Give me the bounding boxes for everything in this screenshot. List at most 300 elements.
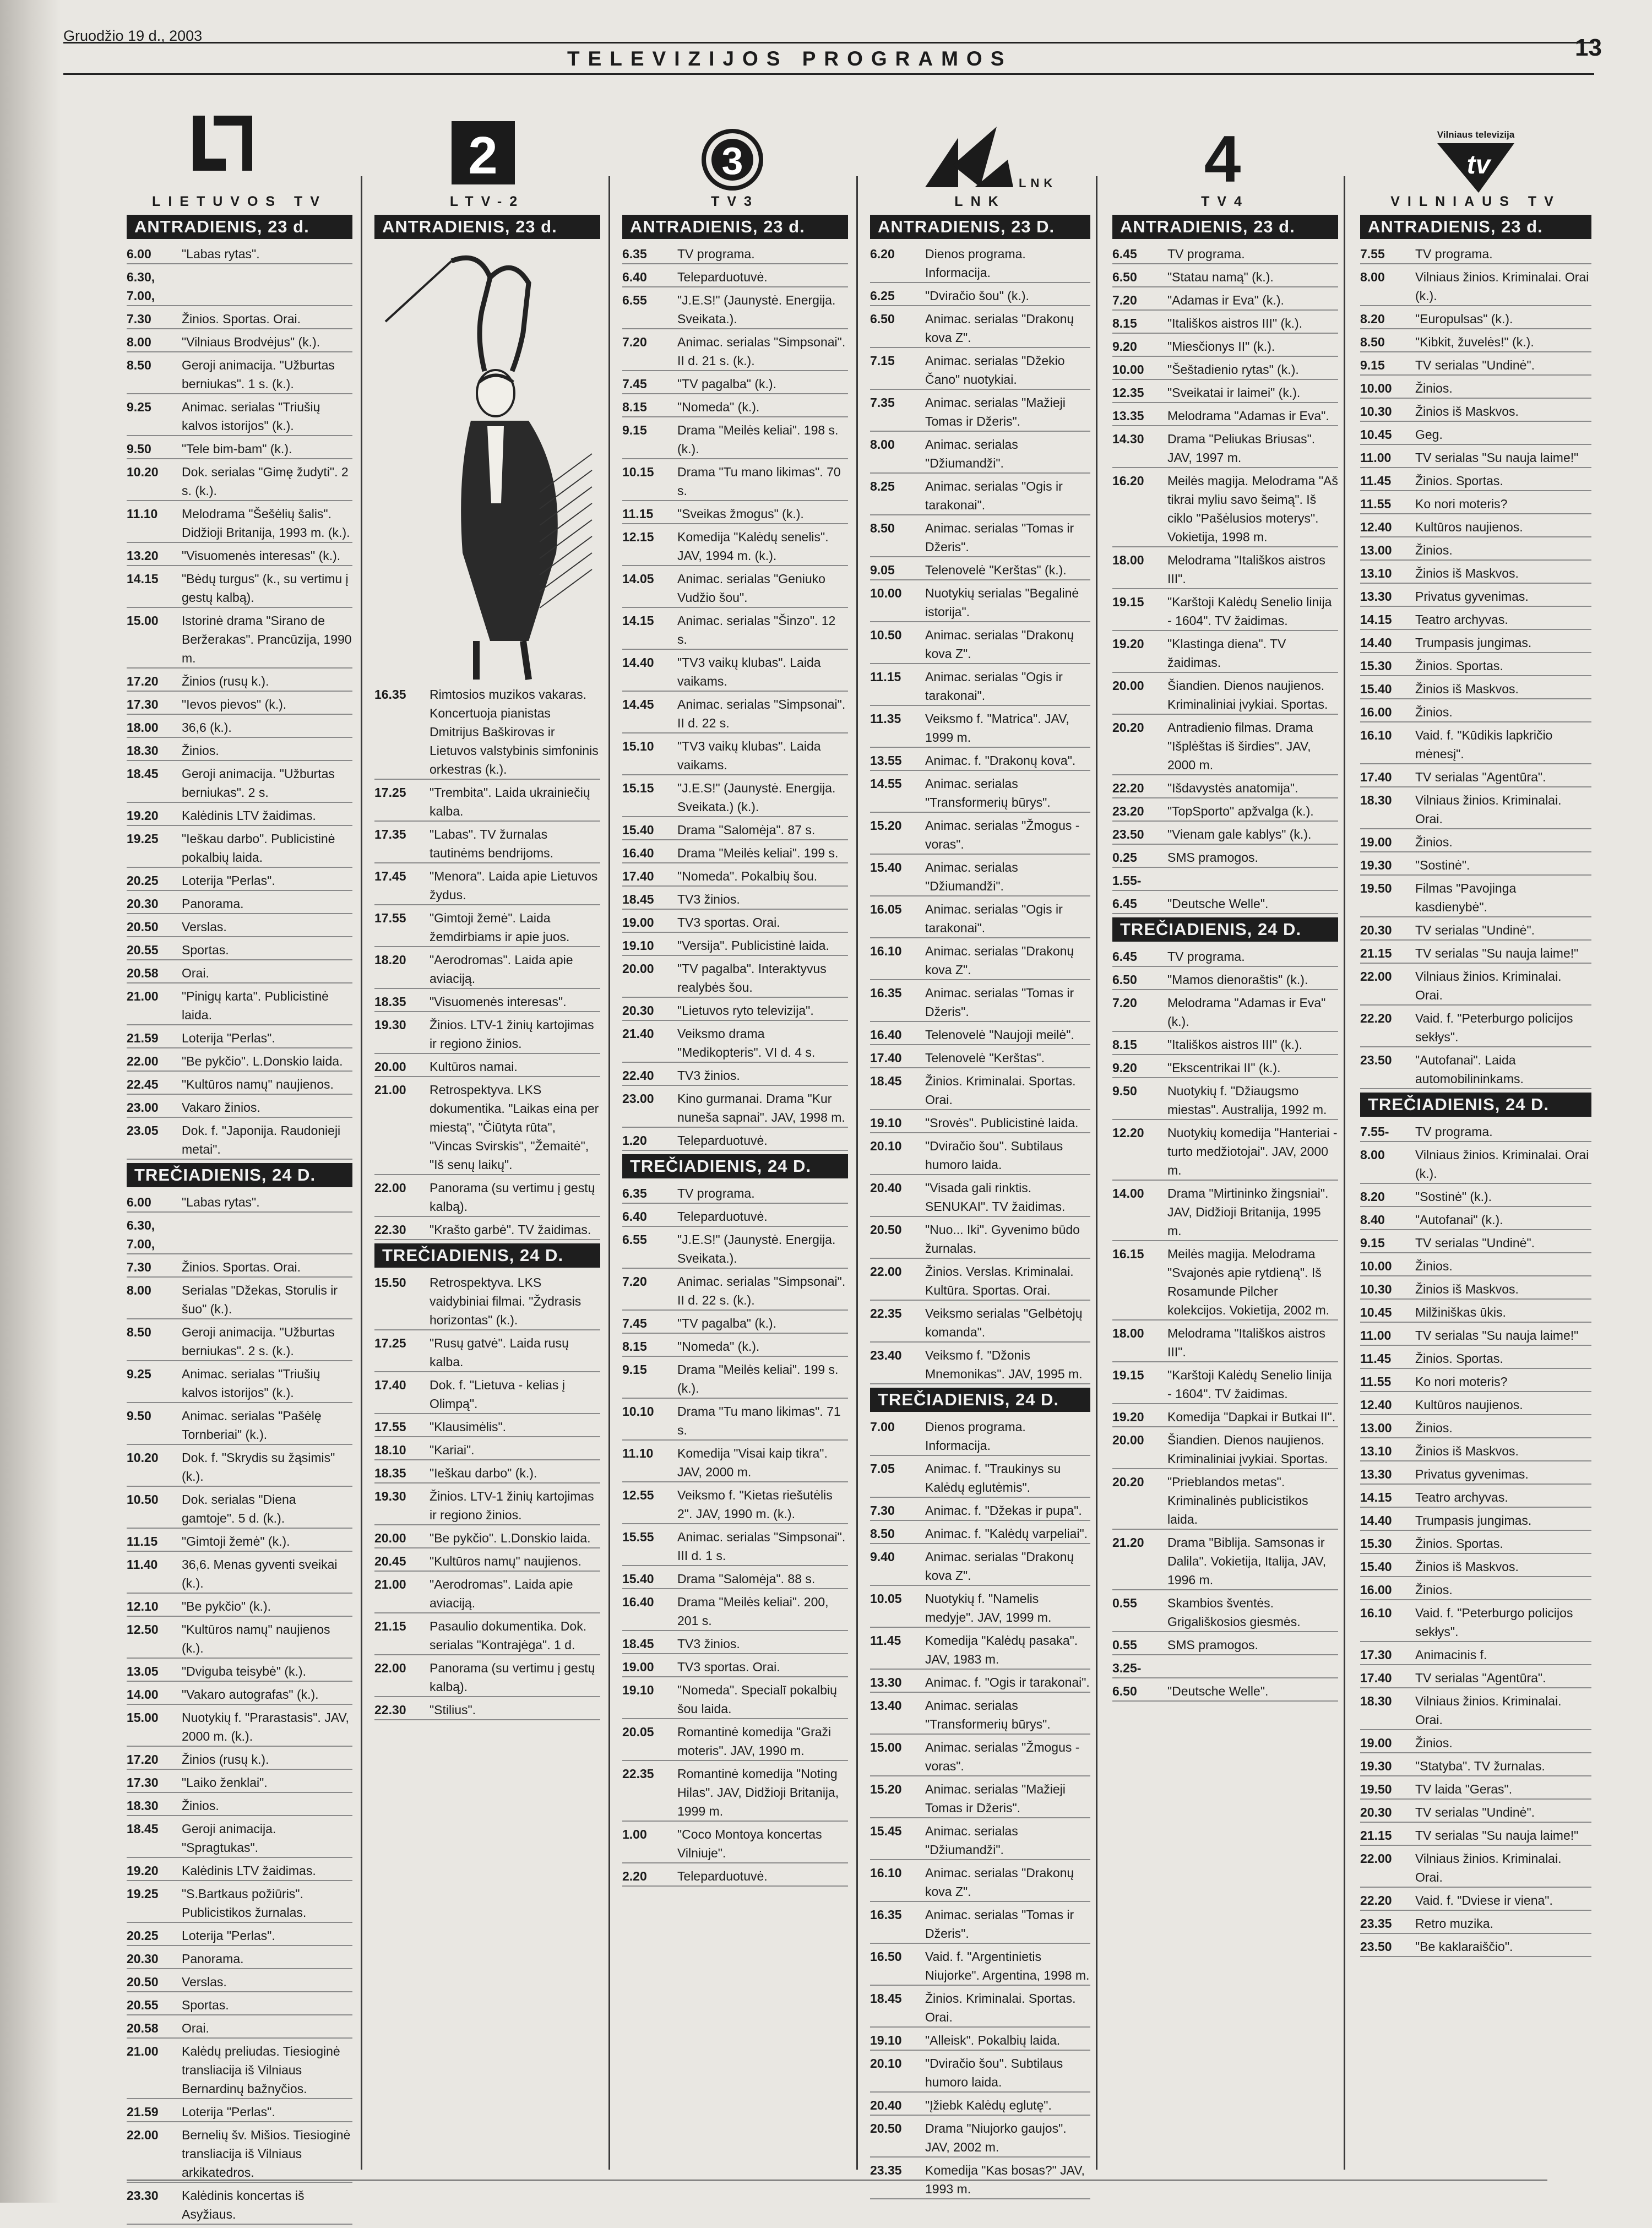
program-entry [374, 1220, 600, 1240]
program-entry [1112, 970, 1338, 990]
program-entry [374, 1529, 600, 1548]
program-title: Teleparduotuvė. [677, 1133, 768, 1148]
program-entry [622, 820, 848, 840]
program-title: Animac. f. "Džekas ir pupa". [925, 1503, 1082, 1518]
program-title: Komedija "Kalėdų senelis". JAV, 1994 m. (k.). [677, 530, 829, 563]
program-entry [870, 858, 1090, 896]
program-title: TV laida "Geras". [1415, 1782, 1513, 1796]
program-entry [622, 1402, 848, 1441]
program-entry [1360, 541, 1591, 561]
program-list [1112, 244, 1338, 914]
program-time: 10.00 [1112, 362, 1144, 377]
program-title: "Miesčionys II" (k.). [1167, 339, 1275, 354]
program-entry [374, 992, 600, 1012]
program-time: 6.55 [622, 1232, 647, 1247]
program-entry [1360, 1145, 1591, 1184]
program-title: TV programa. [677, 1186, 755, 1200]
program-title: "Dviračio šou". Subtilaus humoro laida. [925, 1139, 1063, 1172]
program-entry [870, 1220, 1090, 1259]
program-title: "Ieškau darbo" (k.). [430, 1466, 537, 1480]
program-time: 19.15 [1112, 1368, 1144, 1382]
program-entry [870, 751, 1090, 771]
program-title: Kalėdinis koncertas iš Asyžiaus. [182, 2188, 305, 2221]
program-time: 8.50 [870, 1526, 895, 1541]
program-entry [870, 1631, 1090, 1670]
program-entry [1360, 1280, 1591, 1300]
program-title: Animac. f. "Kalėdų varpeliai". [925, 1526, 1088, 1541]
program-entry [622, 1681, 848, 1719]
program-time: 15.15 [622, 781, 654, 795]
tv4-logo [1112, 105, 1338, 193]
program-time: 9.20 [1112, 1061, 1137, 1075]
channel-column-tv4 [1112, 105, 1338, 1705]
program-time: 7.05 [870, 1461, 895, 1476]
program-title: Orai. [182, 966, 209, 980]
program-entry [127, 1750, 352, 1770]
program-entry [374, 1575, 600, 1613]
program-title: Animac. f. "Traukinys su Kalėdų eglutėmis". [925, 1461, 1061, 1495]
program-time: 17.30 [127, 697, 159, 711]
program-title: "TV pagalba". Interaktyvus realybės šou. [677, 961, 827, 995]
program-title: Vaid. f. "Dviese ir viena". [1415, 1893, 1553, 1908]
program-entry [1112, 1245, 1338, 1321]
program-entry [622, 1444, 848, 1482]
program-time: 12.20 [1112, 1126, 1144, 1140]
program-entry [1112, 779, 1338, 798]
program-entry [622, 1066, 848, 1086]
program-title: Vilniaus žinios. Kriminalai. Orai. [1415, 1694, 1562, 1727]
program-title: Žinios. [1415, 1736, 1453, 1750]
program-time: 18.30 [127, 743, 159, 758]
program-time: 7.35 [870, 395, 895, 410]
program-entry [127, 917, 352, 937]
program-time: 13.30 [1360, 1467, 1392, 1481]
program-entry [127, 829, 352, 868]
program-title: Loterija "Perlas". [182, 1928, 275, 1943]
program-title: Kino gurmanai. Drama "Kur nuneša sapnai". JAV, 1998 m. [677, 1091, 845, 1124]
program-entry [127, 871, 352, 891]
program-title: Žinios. LTV-1 žinių kartojimas ir regiono žinios. [430, 1489, 594, 1522]
program-title: "Menora". Laida apie Lietuvos žydus. [430, 869, 598, 902]
program-title: Animac. serialas "Triušių kalvos istorijos" (k.). [182, 1367, 320, 1400]
program-title: TV serialas "Undinė". [1415, 1805, 1535, 1819]
program-entry [1360, 1419, 1591, 1438]
program-time: 16.00 [1360, 705, 1392, 719]
program-entry [1360, 268, 1591, 306]
program-time: 19.30 [1360, 1759, 1392, 1773]
program-time: 21.20 [1112, 1535, 1144, 1550]
program-time: 13.55 [870, 753, 902, 768]
program-entry [1112, 360, 1338, 380]
program-title: "Stilius". [430, 1703, 476, 1717]
program-title: Veiksmo f. "Matrica". JAV, 1999 m. [925, 711, 1069, 745]
program-entry [622, 1024, 848, 1063]
program-entry [870, 286, 1090, 306]
program-entry [1360, 1849, 1591, 1888]
program-entry [870, 1738, 1090, 1776]
program-title: Žinios. [1415, 835, 1453, 849]
program-entry [1360, 1051, 1591, 1089]
program-entry [127, 764, 352, 803]
program-entry [1360, 791, 1591, 829]
program-title: "Kultūros namų" naujienos (k.). [182, 1622, 330, 1655]
program-entry [1360, 1303, 1591, 1323]
program-title: "Be pykčio". L.Donskio laida. [182, 1054, 343, 1068]
program-title: "Nomeda". Specialī pokalbių šou laida. [677, 1683, 837, 1716]
program-time: 22.00 [374, 1181, 406, 1195]
program-title: Animac. serialas "Džiumandži". [925, 860, 1018, 893]
program-time: 20.00 [1112, 678, 1144, 693]
day-header: ANTRADIENIS, 23 d. [1112, 215, 1338, 239]
program-entry [127, 1972, 352, 1992]
program-title: Milžiniškas ūkis. [1415, 1305, 1506, 1319]
program-time: 20.00 [622, 961, 654, 976]
program-entry [622, 268, 848, 287]
program-time: 23.00 [622, 1091, 654, 1106]
program-title: "Ievos pievos" (k.). [182, 697, 287, 711]
tv4-logo-icon [1112, 105, 1338, 193]
program-time: 15.20 [870, 1782, 902, 1796]
program-time: 15.55 [622, 1530, 654, 1544]
program-entry [127, 1662, 352, 1682]
program-time: 12.35 [1112, 385, 1144, 400]
program-title [182, 1216, 352, 1253]
program-entry [1112, 1366, 1338, 1404]
program-entry [1360, 1580, 1591, 1600]
program-time: 22.45 [127, 1077, 159, 1091]
program-title: Verslas. [182, 1975, 227, 1989]
program-entry [1360, 726, 1591, 764]
program-time: 18.00 [1112, 1326, 1144, 1340]
program-title: "Itališkos aistros III" (k.). [1167, 316, 1303, 330]
program-title: Žinios iš Maskvos. [1415, 682, 1519, 696]
channel-name: LNK [954, 194, 1006, 209]
program-time: 7.30 [127, 312, 151, 326]
program-entry [1112, 871, 1338, 891]
program-title: Teatro archyvas. [1415, 612, 1508, 627]
program-title: Animac. serialas "Ogis ir tarakonai". [925, 670, 1063, 703]
program-entry [127, 1075, 352, 1095]
program-title [1167, 1659, 1338, 1677]
ltv-logo-icon [127, 105, 352, 193]
day-header: ANTRADIENIS, 23 D. [870, 215, 1090, 239]
program-entry [622, 1593, 848, 1631]
program-time: 6.00 [127, 247, 151, 261]
program-time: 6.45 [1112, 247, 1137, 261]
program-time: 8.00 [127, 335, 151, 349]
program-time: 16.40 [870, 1028, 902, 1042]
program-entry [870, 1346, 1090, 1384]
program-entry [1360, 425, 1591, 445]
program-time: 6.30, 7.00, [127, 270, 155, 303]
program-time: 17.25 [374, 1336, 406, 1350]
program-title: Privatus gyvenimas. [1415, 1467, 1529, 1481]
program-time: 17.30 [127, 1775, 159, 1790]
program-time: 14.00 [1112, 1186, 1144, 1200]
program-entry [1112, 1635, 1338, 1655]
program-entry [127, 2186, 352, 2225]
program-entry [622, 867, 848, 887]
program-time: 20.50 [127, 1975, 159, 1989]
program-title: "Klastinga diena". TV žaidimas. [1167, 637, 1286, 670]
program-time: 9.15 [1360, 1236, 1385, 1250]
program-title: Pasaulio dokumentika. Dok. serialas "Kontrajėga". 1 d. [430, 1619, 587, 1652]
program-title: Dok. serialas "Gimę žudyti". 2 s. (k.). [182, 465, 349, 498]
program-entry [870, 519, 1090, 557]
program-title: Retro muzika. [1415, 1916, 1493, 1931]
column-divider [1096, 176, 1097, 2170]
program-entry [870, 1863, 1090, 1902]
program-title: Rimtosios muzikos vakaras. Koncertuoja pianistas Dmitrijus Baškirovas ir Lietuvos valstybinis simfoninis orkestras (k.). [430, 687, 599, 776]
program-time: 16.10 [1360, 728, 1392, 742]
program-time: 18.30 [1360, 793, 1392, 807]
program-time: 8.15 [622, 400, 647, 414]
program-time: 11.45 [870, 1633, 901, 1648]
program-entry [127, 894, 352, 914]
program-time: 20.50 [127, 920, 159, 934]
program-title: "Labas rytas". [182, 1195, 260, 1209]
program-time: 9.15 [1360, 358, 1385, 372]
program-title: Žinios. LTV-1 žinių kartojimas ir regiono žinios. [430, 1018, 594, 1051]
program-entry [870, 942, 1090, 980]
program-entry [374, 950, 600, 989]
program-title: TV serialas "Su nauja laime!" [1415, 450, 1579, 465]
program-time: 20.45 [374, 1554, 406, 1568]
program-time: 16.35 [870, 1908, 902, 1922]
program-title: Meilės magija. Melodrama "Svajonės apie rytdieną". Iš Rosamunde Pilcher kolekcijos. Vokietija, 2002 m. [1167, 1247, 1330, 1317]
program-entry [870, 561, 1090, 580]
program-time: 22.40 [622, 1068, 654, 1083]
program-time: 19.25 [127, 832, 159, 846]
program-title: Animac. serialas "Mažieji Tomas ir Džeris". [925, 395, 1066, 428]
program-entry [1112, 894, 1338, 914]
program-title: "Gimtoji žemė" (k.). [182, 1534, 290, 1548]
program-entry [870, 1905, 1090, 1944]
program-time: 22.20 [1360, 1011, 1392, 1025]
program-entry [622, 653, 848, 692]
program-entry [1360, 856, 1591, 876]
program-entry [870, 1822, 1090, 1860]
program-entry [127, 941, 352, 960]
program-time: 13.00 [1360, 543, 1392, 557]
program-title: Verslas. [182, 920, 227, 934]
program-title: Animac. serialas "Ogis ir tarakonai". [925, 902, 1063, 935]
program-title: Teleparduotuvė. [677, 1209, 768, 1224]
program-entry [622, 528, 848, 566]
program-time: 10.20 [127, 1450, 159, 1465]
svg-text:Vilniaus televizija: Vilniaus televizija [1437, 129, 1515, 140]
program-time: 19.30 [1360, 858, 1392, 872]
program-title: "Dviračio šou" (k.). [925, 289, 1029, 303]
program-entry [1360, 1534, 1591, 1554]
program-time: 8.00 [870, 437, 895, 452]
program-time: 6.35 [622, 247, 647, 261]
program-title: "Visuomenės interesas" (k.). [182, 548, 341, 563]
program-time: 0.55 [1112, 1638, 1137, 1652]
program-entry [1360, 921, 1591, 941]
program-title: Melodrama "Itališkos aistros III". [1167, 553, 1325, 586]
program-time: 21.59 [127, 1031, 159, 1045]
svg-text:tv: tv [1466, 150, 1491, 180]
tv3-logo-icon [622, 105, 848, 193]
program-list [870, 1417, 1090, 2199]
program-title: "Itališkos aistros III" (k.). [1167, 1037, 1303, 1052]
program-time: 20.40 [870, 1181, 902, 1195]
program-time: 12.10 [127, 1599, 159, 1613]
program-title: SMS pramogos. [1167, 1638, 1258, 1652]
program-time: 17.55 [374, 911, 406, 925]
program-entry [870, 1048, 1090, 1068]
program-time: 18.45 [870, 1074, 902, 1088]
program-entry [1360, 1914, 1591, 1934]
program-title: Žinios (rusų k.). [182, 674, 269, 688]
program-entry [1112, 1035, 1338, 1055]
program-time: 9.50 [1112, 1084, 1137, 1098]
program-time: 20.55 [127, 943, 159, 957]
program-entry [870, 1025, 1090, 1045]
program-time: 22.20 [1112, 781, 1144, 795]
program-entry [127, 1121, 352, 1160]
program-entry [1112, 1324, 1338, 1362]
program-time: 6.40 [622, 1209, 647, 1224]
program-entry [870, 477, 1090, 515]
program-time: 17.30 [1360, 1648, 1392, 1662]
program-entry [374, 1334, 600, 1372]
program-entry [870, 1178, 1090, 1217]
program-time: 23.50 [1112, 827, 1144, 841]
program-time: 21.00 [374, 1577, 406, 1591]
program-title: "Sveikatai ir laimei" (k.). [1167, 385, 1301, 400]
program-title: Žinios. [1415, 1421, 1453, 1435]
program-entry [1360, 1488, 1591, 1508]
program-title: Žinios iš Maskvos. [1415, 404, 1519, 419]
program-time: 8.20 [1360, 312, 1385, 326]
program-time: 11.55 [1360, 1374, 1392, 1389]
day-header: TREČIADIENIS, 24 D. [622, 1154, 848, 1178]
program-time: 21.59 [127, 2105, 159, 2119]
program-entry [374, 1080, 600, 1175]
program-time: 10.20 [127, 465, 159, 479]
program-time: 16.15 [1112, 1247, 1144, 1261]
program-title: Meilės magija. Melodrama "Aš tikrai myliu savo šeimą". Iš ciklo "Pašėlusios moterys". Vokietija, 1998 m. [1167, 474, 1338, 544]
program-title: Komedija "Dapkai ir Butkai II". [1167, 1410, 1336, 1424]
program-entry [1360, 1780, 1591, 1800]
program-time: 18.30 [127, 1798, 159, 1813]
header-rule-top [63, 42, 1594, 44]
program-entry [127, 2042, 352, 2099]
program-entry [622, 779, 848, 817]
program-time: 19.50 [1360, 881, 1392, 895]
program-title: Animac. serialas "Simpsonai". II d. 22 s. [677, 697, 846, 730]
program-title: Animac. serialas "Triušių kalvos istorijos" (k.). [182, 400, 320, 433]
program-title: Dienos programa. Informacija. [925, 1420, 1026, 1453]
program-entry [870, 244, 1090, 283]
program-list [127, 1193, 352, 2225]
program-title: Vaid. f. "Peterburgo policijos sekłys". [1415, 1011, 1573, 1044]
program-title: "Autofanai" (k.). [1415, 1213, 1503, 1227]
program-time: 15.40 [622, 823, 654, 837]
program-entry [622, 1722, 848, 1761]
program-title: "Rusų gatvė". Laida rusų kalba. [430, 1336, 569, 1369]
program-time: 22.00 [374, 1661, 406, 1675]
program-list [374, 1273, 600, 1720]
program-time: 11.00 [1360, 450, 1392, 465]
program-entry [127, 1861, 352, 1881]
program-time: 21.00 [127, 989, 159, 1003]
program-entry [622, 1207, 848, 1227]
program-entry [374, 1273, 600, 1330]
program-title: Animac. serialas "Tomas ir Džeris". [925, 986, 1074, 1019]
program-title: Ko nori moteris? [1415, 497, 1508, 511]
program-time: 13.00 [1360, 1421, 1392, 1435]
program-title: Panorama. [182, 1952, 244, 1966]
program-entry [622, 244, 848, 264]
program-time: 8.20 [1360, 1189, 1385, 1204]
program-title: Žinios. Sportas. Orai. [182, 312, 301, 326]
program-time: 2.20 [622, 1869, 647, 1883]
program-title: "TV pagalba" (k.). [677, 1316, 776, 1330]
program-title: Šiandien. Dienos naujienos. Kriminaliniai įvykiai. Sportas. [1167, 678, 1328, 711]
program-title: "J.E.S!" (Jaunystė. Energija. Sveikata.). [677, 1232, 836, 1265]
program-entry [622, 1528, 848, 1566]
program-time: 16.35 [374, 687, 406, 702]
program-title: Komedija "Kas bosas?" JAV, 1993 m. [925, 2163, 1085, 2196]
program-time: 13.20 [127, 548, 159, 563]
program-time: 8.15 [1112, 1037, 1137, 1052]
program-time: 10.50 [870, 628, 902, 642]
program-entry [1112, 718, 1338, 775]
program-entry [1360, 1669, 1591, 1688]
program-title: Drama "Biblija. Samsonas ir Dalila". Vokietija, Italija, JAV, 1996 m. [1167, 1535, 1327, 1587]
program-time: 9.50 [127, 442, 151, 456]
program-entry [622, 611, 848, 650]
program-time: 6.50 [870, 312, 895, 326]
program-title: Animac. serialas "Simpsonai". II d. 22 s. (k.). [677, 1274, 846, 1307]
program-entry [374, 1700, 600, 1720]
program-time: 22.00 [1360, 969, 1392, 983]
program-title: "Tele bim-bam" (k.). [182, 442, 292, 456]
program-entry [1112, 993, 1338, 1032]
channel-name: TV4 [1201, 194, 1249, 209]
program-entry [1112, 1431, 1338, 1469]
program-entry [374, 1464, 600, 1483]
program-entry [1360, 1372, 1591, 1392]
program-entry [1360, 1734, 1591, 1753]
program-title: "Trembita". Laida ukrainiečių kalba. [430, 785, 590, 818]
program-entry [1112, 1472, 1338, 1530]
program-title: "Krašto garbė". TV žaidimas. [430, 1222, 591, 1237]
program-list [1112, 947, 1338, 1702]
program-entry [127, 1708, 352, 1747]
program-title: "Kultūros namų" naujienos. [182, 1077, 334, 1091]
program-title: Vaid. f. "Argentinietis Niujorke". Argentina, 1998 m. [925, 1949, 1090, 1982]
program-time: 15.40 [1360, 1559, 1392, 1574]
channel-name: TV3 [711, 194, 759, 209]
program-title: Drama "Tu mano likimas". 71 s. [677, 1404, 841, 1437]
program-list [374, 685, 600, 1240]
program-entry [870, 1137, 1090, 1175]
program-title: Telenovelė "Naujoji meilė". [925, 1028, 1074, 1042]
program-entry [1360, 587, 1591, 607]
program-entry [374, 1487, 600, 1525]
program-time: 10.00 [1360, 381, 1392, 395]
program-entry [622, 844, 848, 863]
program-time: 16.35 [870, 986, 902, 1000]
program-time: 20.30 [622, 1003, 654, 1018]
program-entry [1360, 633, 1591, 653]
program-title: Vilniaus žinios. Kriminalai. Orai. [1415, 1851, 1562, 1884]
program-time: 20.55 [127, 1998, 159, 2012]
